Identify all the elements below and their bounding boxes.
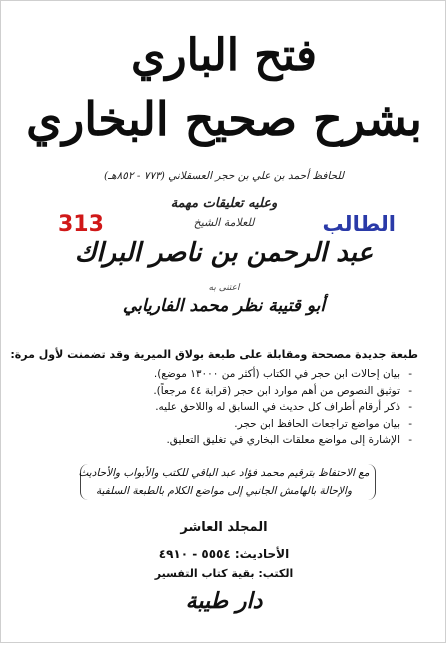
book-title-line1: فتح الباري — [130, 30, 318, 81]
publisher-logo: دار طيبة — [185, 588, 263, 614]
feature-item: - الإشارة إلى مواضع معلقات البخاري في تغليق التعليق. — [34, 432, 414, 449]
scholar-name: عبد الرحمن بن ناصر البراك — [74, 238, 374, 268]
notes-line: وعليه تعليقات مهمة — [170, 196, 278, 211]
author-line: للحافظ أحمد بن علي بن حجر العسقلاني (٧٧٣ - ٨٥٢هـ) — [103, 170, 345, 182]
scholar-prefix: للعلامة الشيخ — [193, 216, 255, 229]
edition-heading: طبعة جديدة مصححة ومقابلة على طبعة بولاق الميرية وقد تضمنت لأول مرة: — [10, 348, 418, 361]
numbering-note-line1: مع الاحتفاظ بترقيم محمد فؤاد عبد الباقي للكتب والأبواب والأحاديث — [78, 467, 370, 479]
editor-prefix: اعتنى به — [208, 283, 240, 293]
student-label: الطالب — [322, 212, 396, 236]
feature-item: - بيان مواضع تراجعات الحافظ ابن حجر. — [34, 416, 414, 433]
numbering-note-line2: والإحالة بالهامش الجانبي إلى مواضع الكلام بالطبعة السلفية — [95, 485, 353, 497]
feature-list — [34, 366, 414, 449]
hadith-range: الأحاديث: ٥٥٥٤ - ٤٩١٠ — [158, 547, 290, 561]
books-line: الكتب: بقية كتاب التفسير — [154, 567, 294, 580]
feature-item: - ذكر أرقام أطراف كل حديث في السابق له واللاحق عليه. — [34, 399, 414, 416]
editor-name: أبو قتيبة نظر محمد الفاريابي — [122, 296, 326, 316]
volume-label: المجلد العاشر — [180, 520, 268, 535]
number-badge: 313 — [58, 212, 104, 237]
book-title-line2: بشرح صحيح البخاري — [26, 92, 422, 146]
feature-item: - توثيق النصوص من أهم موارد ابن حجر (قرابة ٤٤ مرجعاً). — [34, 383, 414, 400]
feature-item: - بيان إحالات ابن حجر في الكتاب (أكثر من ١٣٠٠٠ موضع). — [34, 366, 414, 383]
